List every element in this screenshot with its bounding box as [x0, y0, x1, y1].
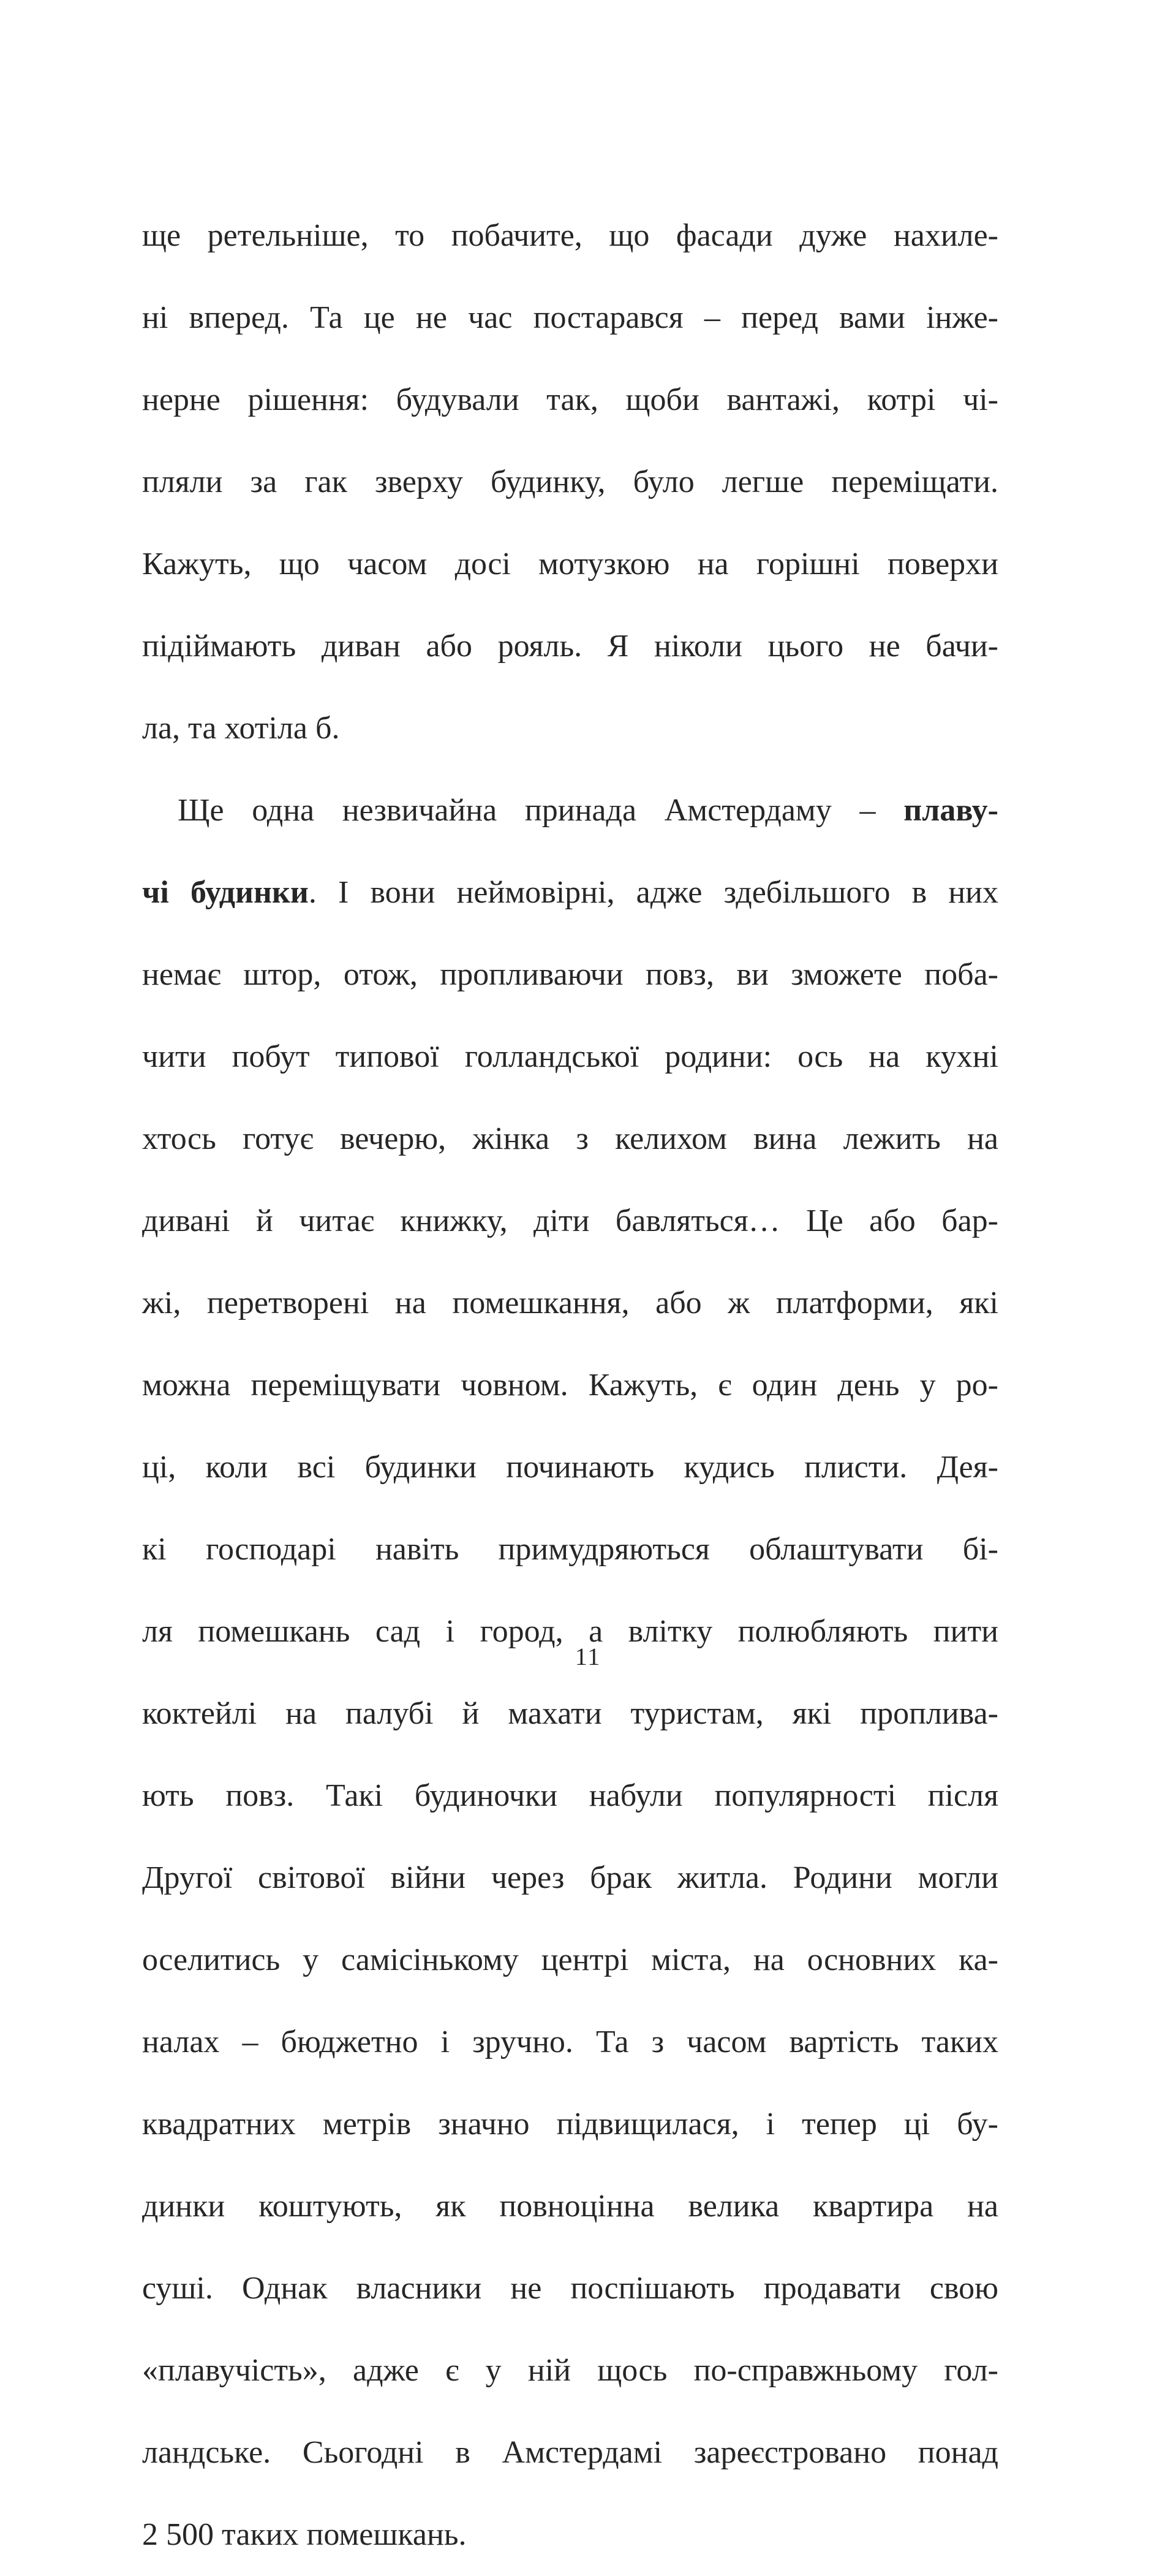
text-line: ще ретельніше, то побачите, що фасади дуже нахиле- — [142, 218, 998, 253]
text-line: ландське. Сьогодні в Амстердамі зареєстровано понад — [142, 2435, 998, 2470]
text-line: чити побут типової голландської родини: ось на кухні — [142, 1039, 998, 1074]
text-line: можна переміщувати човном. Кажуть, є один день у ро- — [142, 1368, 998, 1403]
text-line: ла, та хотіла б. — [142, 711, 340, 746]
text-line: Кажуть, що часом досі мотузкою на горішні поверхи — [142, 547, 998, 581]
text-line: хтось готує вечерю, жінка з келихом вина лежить на — [142, 1121, 998, 1156]
text-line: кі господарі навіть примудряються облаштувати бі- — [142, 1532, 998, 1567]
text-line: ні вперед. Та це не час постарався – перед вами інже- — [142, 300, 998, 335]
text-line-mixed — [142, 852, 998, 934]
text-line: квадратних метрів значно підвищилася, і тепер ці бу- — [142, 2107, 998, 2142]
text-line: суші. Однак власники не поспішають продавати свою — [142, 2271, 998, 2306]
text-line: коктейлі на палубі й махати туристам, які проплива- — [142, 1696, 998, 1731]
text-line: «плавучість», адже є у ній щось по-справжньому гол- — [142, 2353, 998, 2388]
text-line: пляли за гак зверху будинку, було легше переміщати. — [142, 464, 998, 499]
body-text — [142, 195, 998, 2576]
bold-term: плаву- — [903, 793, 998, 828]
text-line: ці, коли всі будинки починають кудись плисти. Дея- — [142, 1450, 998, 1485]
bold-term: чі будинки — [142, 875, 309, 910]
text-line: жі, перетворені на помешкання, або ж платформи, які — [142, 1286, 998, 1320]
text-line: нерне рішення: будували так, щоби вантажі, котрі чі- — [142, 382, 998, 417]
text-line: немає штор, отож, пропливаючи повз, ви зможете поба- — [142, 957, 998, 992]
text-line: ють повз. Такі будиночки набули популярності після — [142, 1778, 998, 1813]
text-line: ля помешкань сад і город, а влітку полюбляють пити — [142, 1614, 998, 1649]
text-line: оселитись у самісінькому центрі міста, на основних ка- — [142, 1942, 998, 1977]
text-line: підіймають диван або рояль. Я ніколи цього не бачи- — [142, 629, 998, 664]
text-line: дивані й читає книжку, діти бавляться… Це або бар- — [142, 1203, 998, 1238]
page-number: 11 — [575, 1643, 601, 1670]
text-line: Другої світової війни через брак житла. Родини могли — [142, 1860, 998, 1895]
text-run: Ще одна незвичайна принада Амстердаму – — [178, 793, 876, 828]
text-line-mixed — [142, 770, 998, 852]
text-line: налах – бюджетно і зручно. Та з часом вартість таких — [142, 2025, 998, 2059]
text-line: 2 500 таких помешкань. — [142, 2517, 467, 2552]
text-run: . І вони неймовірні, адже здебільшого в них — [308, 875, 998, 910]
text-line: динки коштують, як повноцінна велика квартира на — [142, 2189, 998, 2224]
